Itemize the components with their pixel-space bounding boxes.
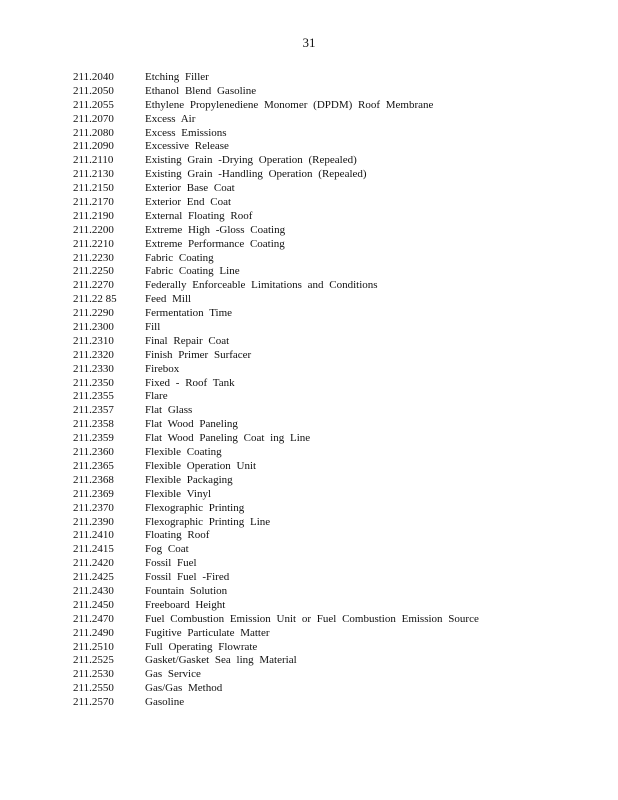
definition-term: Etching Filler: [145, 71, 209, 83]
definition-term: Firebox: [145, 362, 180, 375]
definition-term: Gas Service: [145, 668, 201, 681]
section-number: 211.2365: [73, 459, 114, 472]
definition-term: Flat Wood Paneling: [145, 418, 238, 431]
definition-term: Fountain Solution: [145, 584, 228, 597]
index-entry: [73, 529, 593, 543]
section-number: 211.2110: [73, 154, 114, 167]
section-number: 211.2310: [73, 334, 114, 347]
definition-term: Flare: [145, 390, 168, 403]
section-number: 211.2470: [73, 612, 114, 625]
section-number: 211.2230: [73, 251, 114, 264]
section-number: 211.2170: [73, 196, 114, 209]
definition-term: Flexible Operation Unit: [145, 459, 257, 472]
section-number: 211.2210: [73, 237, 114, 250]
section-number: 211.2525: [73, 654, 114, 667]
definitions-index-list: [73, 71, 593, 710]
section-number: 211.22 85: [73, 293, 117, 306]
definition-term: Existing Grain -Drying Operation (Repealed): [145, 154, 357, 167]
definition-term: Flat Glass: [145, 404, 193, 417]
section-number: 211.2355: [73, 390, 114, 403]
index-entry: [73, 127, 593, 141]
section-number: 211.2150: [73, 182, 114, 195]
index-entry: [73, 140, 593, 154]
definition-term: Fossil Fuel: [145, 557, 197, 570]
section-number: 211.2130: [73, 168, 114, 181]
definition-term: Fill: [145, 321, 161, 334]
definition-term: Fabric Coating Line: [145, 265, 240, 278]
section-number: 211.2320: [73, 348, 114, 361]
section-number: 211.2290: [73, 307, 114, 320]
index-entry: [73, 377, 593, 391]
page-number: 31: [302, 35, 316, 50]
definition-term: Floating Roof: [145, 529, 210, 542]
index-entry: [73, 307, 593, 321]
index-entry: [73, 182, 593, 196]
index-entry: [73, 696, 593, 710]
definition-term: Fossil Fuel -Fired: [145, 571, 230, 584]
index-entry: [73, 224, 593, 238]
section-number: 211.2070: [73, 112, 114, 125]
definition-term: Gas/Gas Method: [145, 682, 223, 695]
section-number: 211.2490: [73, 626, 114, 639]
definition-term: Gasket/Gasket Sea ling Material: [145, 654, 297, 667]
index-entry: [73, 335, 593, 349]
index-entry: [73, 488, 593, 502]
definition-term: External Floating Roof: [145, 209, 253, 222]
section-number: 211.2369: [73, 487, 114, 500]
section-number: 211.2390: [73, 515, 114, 528]
section-number: 211.2190: [73, 209, 114, 222]
section-number: 211.2430: [73, 584, 114, 597]
definition-term: Flexographic Printing: [145, 501, 245, 514]
index-entry: [73, 265, 593, 279]
definition-term: Flexographic Printing Line: [145, 515, 271, 528]
section-number: 211.2358: [73, 418, 114, 431]
index-entry: [73, 210, 593, 224]
definition-term: Flexible Vinyl: [145, 487, 211, 500]
index-entry: [73, 154, 593, 168]
definition-term: Existing Grain -Handling Operation (Repealed): [145, 168, 367, 181]
index-entry: [73, 404, 593, 418]
index-entry: [73, 71, 593, 85]
index-entry: [73, 474, 593, 488]
section-number: 211.2080: [73, 126, 114, 139]
index-entry: [73, 113, 593, 127]
section-number: 211.2300: [73, 321, 114, 334]
index-entry: [73, 516, 593, 530]
index-entry: [73, 682, 593, 696]
section-number: 211.2410: [73, 529, 114, 542]
definition-term: Extreme High -Gloss Coating: [145, 223, 286, 236]
index-entry: [73, 599, 593, 613]
section-number: 211.2420: [73, 557, 114, 570]
section-number: 211.2530: [73, 668, 114, 681]
section-number: 211.2450: [73, 598, 114, 611]
section-number: 211.2330: [73, 362, 114, 375]
section-number: 211.2510: [73, 640, 114, 653]
index-entry: [73, 502, 593, 516]
index-entry: [73, 613, 593, 627]
definition-term: Fog Coat: [145, 543, 189, 556]
definition-term: Final Repair Coat: [145, 334, 230, 347]
definition-term: Exterior Base Coat: [145, 182, 235, 195]
index-entry: [73, 99, 593, 113]
index-entry: [73, 252, 593, 266]
index-entry: [73, 168, 593, 182]
section-number: 211.2055: [73, 98, 114, 111]
index-entry: [73, 418, 593, 432]
section-number: 211.2090: [73, 140, 114, 153]
index-entry: [73, 627, 593, 641]
section-number: 211.2550: [73, 682, 114, 695]
definition-term: Ethylene Propylenediene Monomer (DPDM) Roof Membrane: [145, 98, 434, 111]
section-number: 211.2200: [73, 223, 114, 236]
index-entry: [73, 390, 593, 404]
definition-term: Fuel Combustion Emission Unit or Fuel Combustion Emission Source: [145, 612, 479, 625]
definition-term: Fabric Coating: [145, 251, 214, 264]
index-entry: [73, 279, 593, 293]
section-number: 211.2570: [73, 696, 114, 709]
index-entry: [73, 446, 593, 460]
definition-term: Exterior End Coat: [145, 196, 232, 209]
section-number: 211.2359: [73, 432, 114, 445]
definition-term: Flat Wood Paneling Coat ing Line: [145, 432, 311, 445]
definition-term: Finish Primer Surfacer: [145, 348, 252, 361]
definition-term: Fugitive Particulate Matter: [145, 626, 270, 639]
index-entry: [73, 321, 593, 335]
section-number: 211.2368: [73, 473, 114, 486]
definition-term: Gasoline: [145, 696, 185, 709]
index-entry: [73, 363, 593, 377]
index-entry: [73, 432, 593, 446]
section-number: 211.2040: [73, 71, 114, 83]
definition-term: Excess Air: [145, 112, 196, 125]
section-number: 211.2370: [73, 501, 114, 514]
index-entry: [73, 196, 593, 210]
definition-term: Fermentation Time: [145, 307, 233, 320]
definition-term: Ethanol Blend Gasoline: [145, 84, 257, 97]
section-number: 211.2357: [73, 404, 114, 417]
definition-term: Flexible Coating: [145, 446, 222, 459]
section-number: 211.2360: [73, 446, 114, 459]
index-entry: [73, 641, 593, 655]
section-number: 211.2050: [73, 84, 114, 97]
definition-term: Fixed - Roof Tank: [145, 376, 235, 389]
definition-term: Federally Enforceable Limitations and Conditions: [145, 279, 378, 292]
definition-term: Full Operating Flowrate: [145, 640, 258, 653]
index-entry: [73, 543, 593, 557]
section-number: 211.2270: [73, 279, 114, 292]
index-entry: [73, 557, 593, 571]
index-entry: [73, 460, 593, 474]
index-entry: [73, 585, 593, 599]
index-entry: [73, 85, 593, 99]
section-number: 211.2425: [73, 571, 114, 584]
index-entry: [73, 349, 593, 363]
section-number: 211.2250: [73, 265, 114, 278]
definition-term: Extreme Performance Coating: [145, 237, 285, 250]
index-entry: [73, 293, 593, 307]
section-number: 211.2415: [73, 543, 114, 556]
definition-term: Excessive Release: [145, 140, 229, 153]
section-number: 211.2350: [73, 376, 114, 389]
definition-term: Flexible Packaging: [145, 473, 233, 486]
definition-term: Feed Mill: [145, 293, 192, 306]
definition-term: Freeboard Height: [145, 598, 226, 611]
index-entry: [73, 238, 593, 252]
index-entry: [73, 571, 593, 585]
index-entry: [73, 668, 593, 682]
index-entry: [73, 654, 593, 668]
definition-term: Excess Emissions: [145, 126, 227, 139]
